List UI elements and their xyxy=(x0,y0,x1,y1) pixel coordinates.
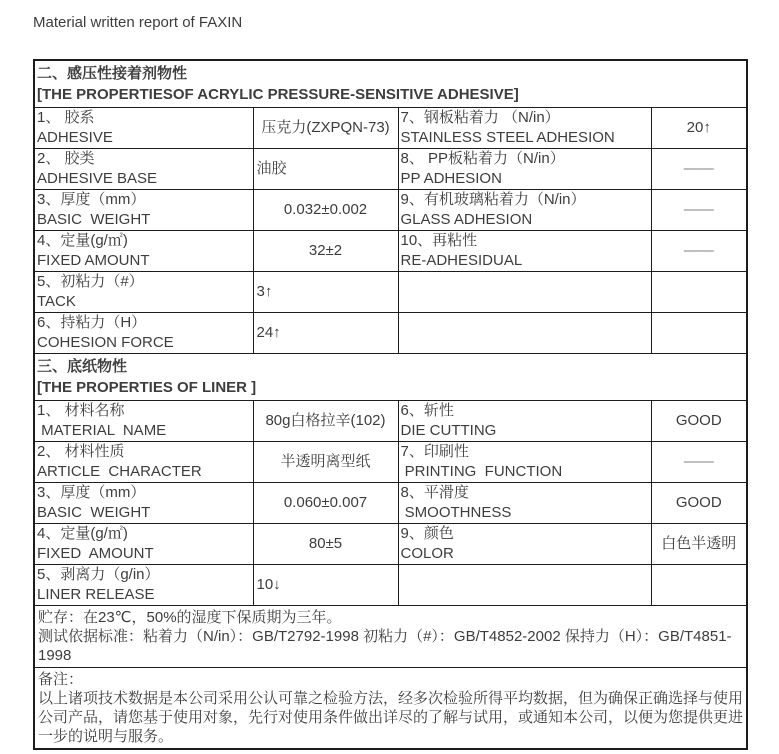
spec-label-right xyxy=(398,524,651,565)
spec-label-left-zh: 4、定量(g/㎡) xyxy=(37,232,128,249)
table-row xyxy=(34,442,747,483)
table-row xyxy=(34,108,747,149)
spec-label-left xyxy=(34,231,253,272)
storage-note-line: 贮存：在23℃，50%的湿度下保质期为三年。 xyxy=(38,609,342,626)
spec-label-left xyxy=(34,524,253,565)
table-row xyxy=(34,231,747,272)
spec-value-right: GOOD xyxy=(651,401,747,442)
spec-label-left-en: TACK xyxy=(37,293,76,310)
spec-value-right: GOOD xyxy=(651,483,747,524)
spec-label-left-en: ADHESIVE BASE xyxy=(37,170,158,187)
table-row xyxy=(34,149,747,190)
spec-label-left xyxy=(34,565,253,606)
spec-value-right: —— xyxy=(651,231,747,272)
table-row xyxy=(34,272,747,313)
spec-label-left-en: MATERIAL NAME xyxy=(37,422,167,439)
spec-label-left-en: COHESION FORCE xyxy=(37,334,174,351)
spec-label-right-en: RE-ADHESIDUAL xyxy=(400,252,523,269)
spec-label-right xyxy=(398,565,651,606)
spec-label-right xyxy=(398,483,651,524)
spec-label-left-en: FIXED AMOUNT xyxy=(37,252,150,269)
spec-label-left-en: ADHESIVE xyxy=(37,129,113,146)
spec-label-right xyxy=(398,231,651,272)
spec-label-left-zh: 1、 材料名称 xyxy=(37,402,125,419)
spec-value-left: 0.060±0.007 xyxy=(253,483,398,524)
table-row xyxy=(34,565,747,606)
table-row xyxy=(34,401,747,442)
section-heading-en: [THE PROPERTIESOF ACRYLIC PRESSURE-SENSITIVE ADHESIVE] xyxy=(37,86,519,103)
spec-value-right xyxy=(651,272,747,313)
spec-label-right-zh: 7、钢板粘着力 （N/in） xyxy=(400,109,560,126)
spec-label-left-zh: 6、持粘力（H） xyxy=(37,314,147,331)
table-row xyxy=(34,483,747,524)
spec-label-right xyxy=(398,272,651,313)
spec-label-right-en: GLASS ADHESION xyxy=(400,211,533,228)
spec-label-left-en: FIXED AMOUNT xyxy=(37,545,154,562)
section-header-adhesive-cell xyxy=(34,60,747,108)
section-heading-zh: 三、底纸物性 xyxy=(37,358,128,375)
material-report-table xyxy=(33,59,748,750)
spec-label-left xyxy=(34,108,253,149)
spec-label-right xyxy=(398,149,651,190)
spec-value-left: 24↑ xyxy=(253,313,398,354)
spec-label-left xyxy=(34,149,253,190)
remark-cell xyxy=(34,668,747,750)
spec-label-right-en: DIE CUTTING xyxy=(400,422,497,439)
section-header-liner xyxy=(34,354,747,401)
spec-value-left: 油胶 xyxy=(253,149,398,190)
section-heading-zh: 二、感压性接着剂物性 xyxy=(37,65,188,82)
section-header-adhesive xyxy=(34,60,747,108)
spec-label-left-zh: 4、定量(g/㎡) xyxy=(37,525,128,542)
section-header-liner-cell xyxy=(34,354,747,401)
spec-value-left: 0.032±0.002 xyxy=(253,190,398,231)
spec-label-left-en: BASIC WEIGHT xyxy=(37,211,151,228)
spec-label-left-zh: 3、厚度（mm） xyxy=(37,484,146,501)
spec-label-left-zh: 2、 胶类 xyxy=(37,150,95,167)
spec-label-right-zh: 10、再粘性 xyxy=(400,232,478,249)
spec-label-right-en: STAINLESS STEEL ADHESION xyxy=(400,129,615,146)
spec-value-left: 半透明离型纸 xyxy=(253,442,398,483)
spec-value-left: 32±2 xyxy=(253,231,398,272)
spec-label-left-zh: 2、 材料性质 xyxy=(37,443,125,460)
spec-label-right xyxy=(398,401,651,442)
remark-body: 以上诸项技术数据是本公司采用公认可靠之检验方法，经多次检验所得平均数据，但为确保正确选择与使用公司产品，请您基于使用对象，先行对使用条件做出详尽的了解与试用，或通知本公司，以便为您提供更进一步的说明与服务。 xyxy=(38,690,744,745)
spec-value-right: —— xyxy=(651,442,747,483)
spec-value-left: 80g白格拉辛(102) xyxy=(253,401,398,442)
spec-label-left-en: LINER RELEASE xyxy=(37,586,155,603)
spec-label-right-zh: 8、平滑度 xyxy=(400,484,469,501)
spec-label-right-en: PP ADHESION xyxy=(400,170,502,187)
spec-label-left xyxy=(34,401,253,442)
test-standard-line: 测试依据标准：粘着力（N/in）：GB/T2792-1998 初粘力（#）：GB/T4852-2002 保持力（H）：GB/T4851-1998 xyxy=(38,628,732,664)
spec-label-left-zh: 5、剥离力（g/in） xyxy=(37,566,160,583)
remark-label: 备注： xyxy=(38,671,84,688)
table-row xyxy=(34,190,747,231)
document-title: Material written report of FAXIN xyxy=(33,14,243,31)
spec-label-left xyxy=(34,272,253,313)
remark-row xyxy=(34,668,747,750)
spec-label-right-en: PRINTING FUNCTION xyxy=(400,463,563,480)
spec-value-left: 压克力(ZXPQN-73) xyxy=(253,108,398,149)
spec-label-left-zh: 3、厚度（mm） xyxy=(37,191,146,208)
spec-label-right-zh: 6、斩性 xyxy=(400,402,454,419)
spec-label-left xyxy=(34,442,253,483)
spec-value-right: 白色半透明 xyxy=(651,524,747,565)
spec-label-right-en: SMOOTHNESS xyxy=(400,504,512,521)
storage-note-cell xyxy=(34,606,747,668)
spec-label-left-en: BASIC WEIGHT xyxy=(37,504,151,521)
spec-value-right: —— xyxy=(651,149,747,190)
section-heading-en: [THE PROPERTIES OF LINER ] xyxy=(37,379,257,396)
spec-value-left: 3↑ xyxy=(253,272,398,313)
spec-label-right xyxy=(398,190,651,231)
spec-value-right xyxy=(651,565,747,606)
spec-label-right xyxy=(398,313,651,354)
storage-note-row xyxy=(34,606,747,668)
spec-label-right-zh: 7、印刷性 xyxy=(400,443,469,460)
table-row xyxy=(34,524,747,565)
spec-label-right xyxy=(398,442,651,483)
spec-value-right: —— xyxy=(651,190,747,231)
spec-value-right: 20↑ xyxy=(651,108,747,149)
adhesive-rows xyxy=(34,108,747,354)
liner-rows xyxy=(34,401,747,606)
spec-label-left-en: ARTICLE CHARACTER xyxy=(37,463,202,480)
spec-value-right xyxy=(651,313,747,354)
spec-label-left xyxy=(34,190,253,231)
spec-label-right-zh: 8、 PP板粘着力（N/in） xyxy=(400,150,565,167)
spec-value-left: 10↓ xyxy=(253,565,398,606)
spec-label-left xyxy=(34,313,253,354)
spec-label-left-zh: 1、 胶系 xyxy=(37,109,95,126)
table-row xyxy=(34,313,747,354)
spec-label-right-en: COLOR xyxy=(400,545,454,562)
spec-label-left-zh: 5、初粘力（#） xyxy=(37,273,144,290)
spec-label-right-zh: 9、有机玻璃粘着力（N/in） xyxy=(400,191,586,208)
spec-value-left: 80±5 xyxy=(253,524,398,565)
spec-label-left xyxy=(34,483,253,524)
spec-label-right xyxy=(398,108,651,149)
spec-label-right-zh: 9、颜色 xyxy=(400,525,454,542)
